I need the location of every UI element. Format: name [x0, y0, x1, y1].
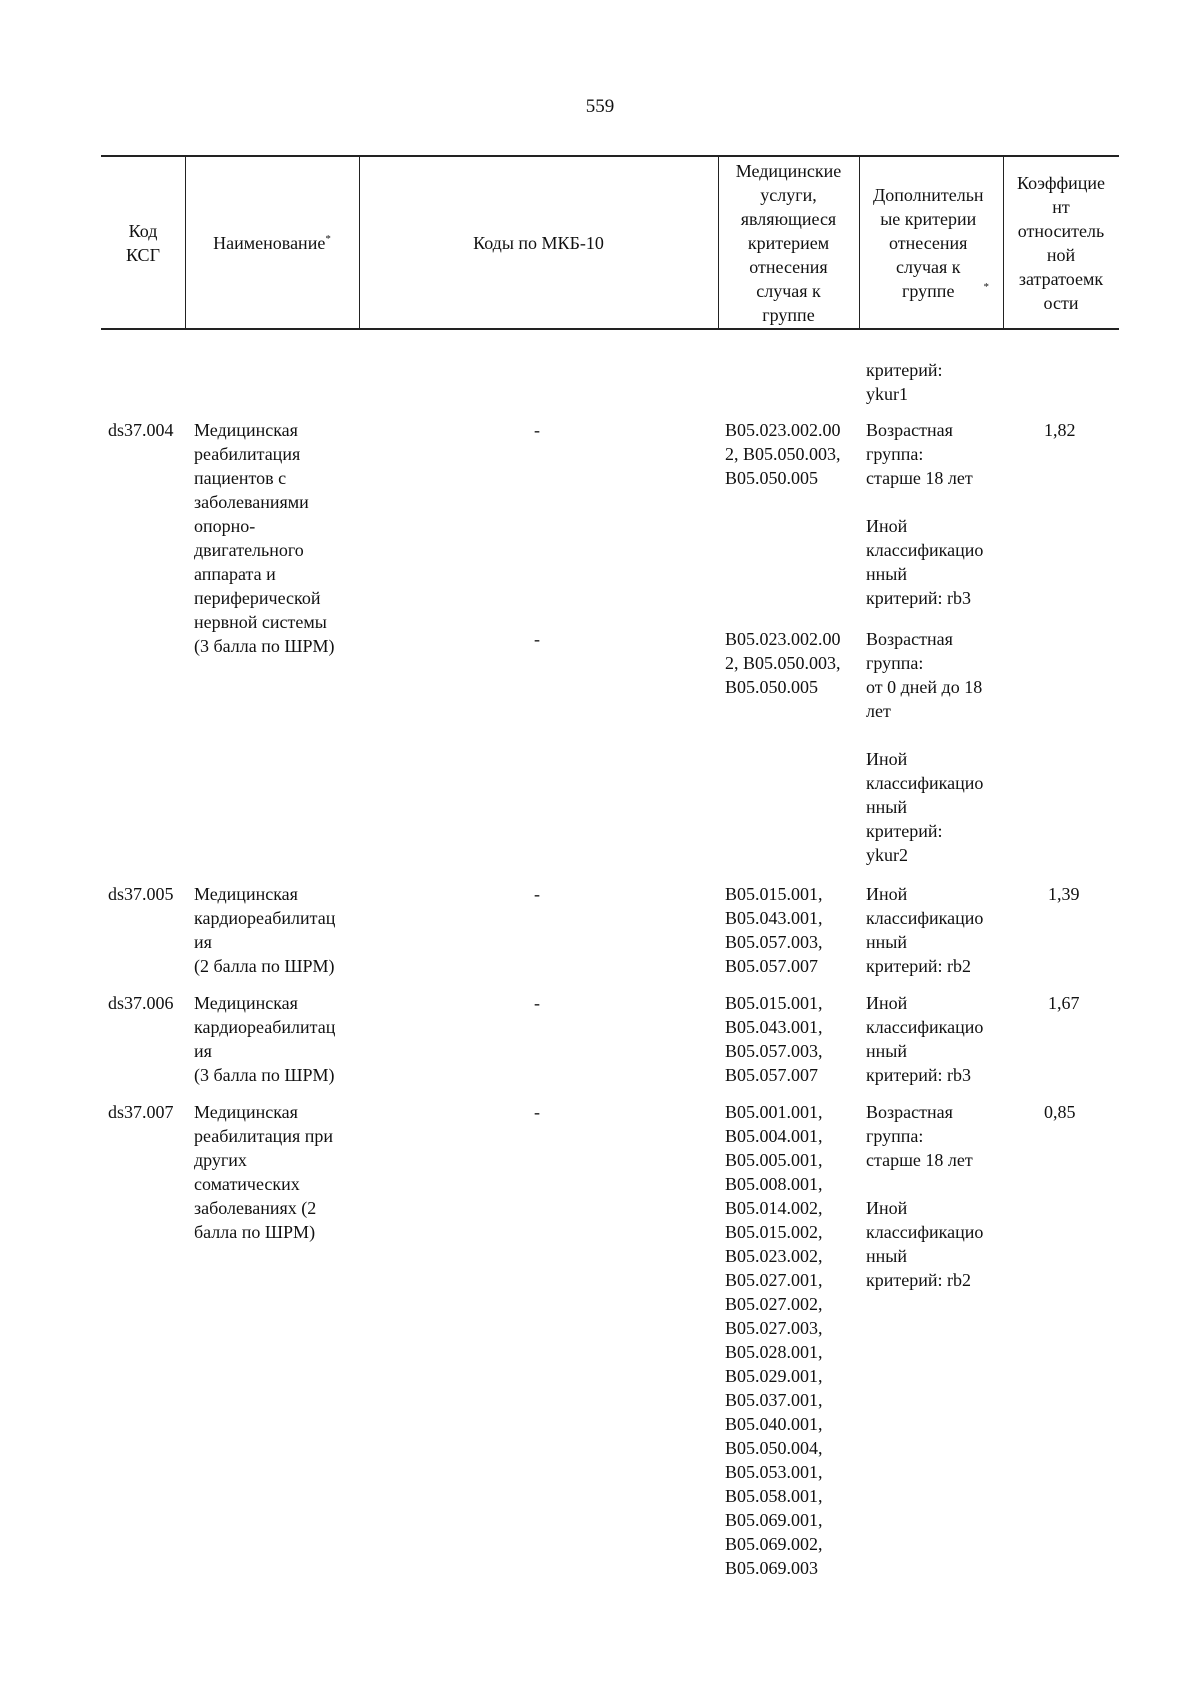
row-code: ds37.004 [108, 420, 174, 440]
row-services: B05.023.002.00 2, B05.050.003, B05.050.005 [725, 629, 841, 697]
row-criteria: Возрастная группа: старше 18 лет Иной классификацио нный критерий: rb2 [866, 1102, 984, 1290]
row-coefficient: 1,67 [1048, 993, 1080, 1013]
row-services: B05.015.001, B05.043.001, B05.057.003, B05.057.007 [725, 884, 823, 976]
page-number: 559 [585, 96, 615, 117]
header-name: Наименование* [213, 232, 331, 253]
row-mkb: - [534, 884, 540, 904]
row-name: Медицинская кардиореабилитац ия (2 балла по ШРМ) [194, 884, 336, 976]
row-mkb: - [534, 420, 540, 440]
header-code: Код КСГ [126, 220, 160, 265]
header-extra-criteria: Дополнительн ые критерии отнесения случая к группе * [872, 184, 990, 301]
row-name: Медицинская реабилитация при других соматических заболеваниях (2 балла по ШРМ) [194, 1102, 333, 1242]
row-criteria: Иной классификацио нный критерий: rb3 [866, 993, 984, 1085]
carry-over-criteria: критерий: ykur1 [866, 360, 943, 404]
row-mkb: - [534, 629, 540, 649]
header-coefficient: Коэффицие нт относитель ной затратоемк ости [1016, 172, 1106, 313]
row-mkb: - [534, 1102, 540, 1122]
row-services: B05.015.001, B05.043.001, B05.057.003, B05.057.007 [725, 993, 823, 1085]
row-mkb: - [534, 993, 540, 1013]
row-criteria: Иной классификацио нный критерий: rb2 [866, 884, 984, 976]
row-coefficient: 1,39 [1048, 884, 1080, 904]
table-header [101, 155, 1119, 330]
row-criteria: Возрастная группа: от 0 дней до 18 лет Иной классификацио нный критерий: ykur2 [866, 629, 984, 865]
row-services: B05.023.002.00 2, B05.050.003, B05.050.005 [725, 420, 841, 488]
row-coefficient: 0,85 [1044, 1102, 1076, 1122]
row-coefficient: 1,82 [1044, 420, 1076, 440]
row-name: Медицинская реабилитация пациентов с заболеваниями опорно- двигательного аппарата и периферической нервной системы (3 балла по ШРМ) [194, 420, 335, 656]
row-code: ds37.005 [108, 884, 174, 904]
header-mkb: Коды по МКБ-10 [473, 232, 604, 253]
row-name: Медицинская кардиореабилитац ия (3 балла по ШРМ) [194, 993, 336, 1085]
row-code: ds37.007 [108, 1102, 174, 1122]
header-services: Медицинские услуги, являющиеся критерием отнесения случая к группе [735, 160, 842, 325]
row-code: ds37.006 [108, 993, 174, 1013]
row-services: B05.001.001, B05.004.001, B05.005.001, B05.008.001, B05.014.002, B05.015.002, B05.023.002, B05.027.001, B05.027.002, B05.027.003, B05.028.001, B05.029.001, B05.037.001, B05.040.001, B05.050.004, B05.053.001, B05.058.001, B05.069.001, B05.069.002, B05.069.003 [725, 1102, 823, 1578]
row-criteria: Возрастная группа: старше 18 лет Иной классификацио нный критерий: rb3 [866, 420, 984, 608]
